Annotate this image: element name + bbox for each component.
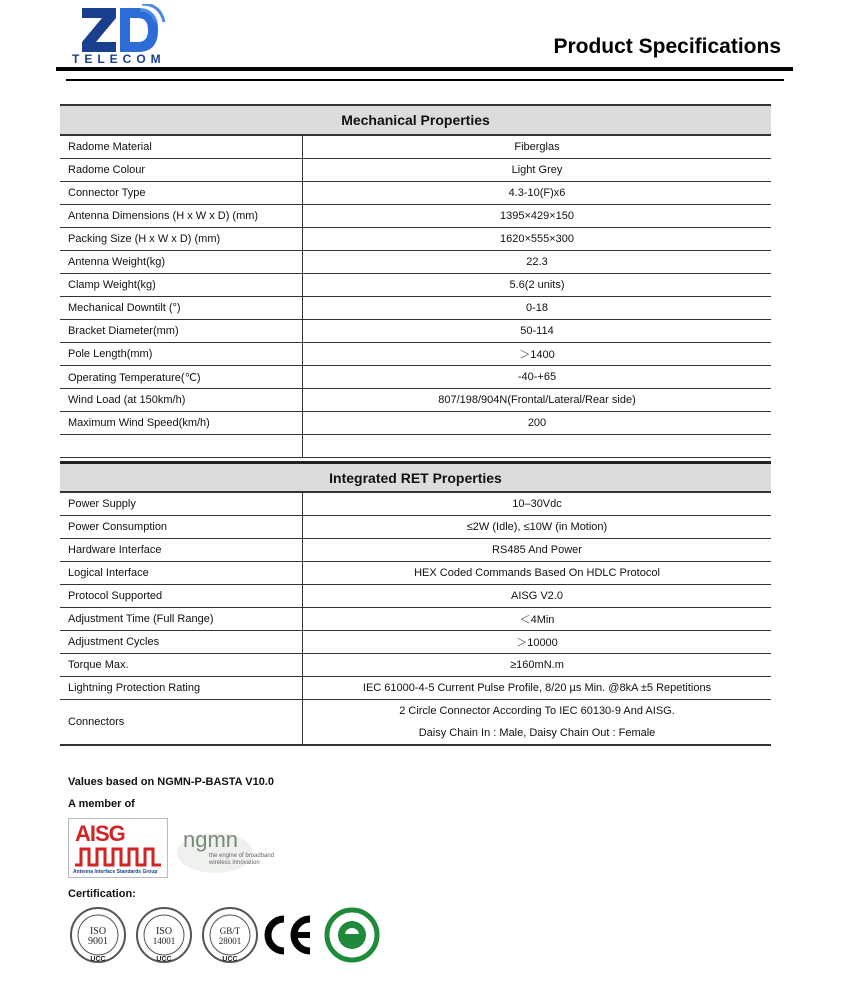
- row-label: Maximum Wind Speed(km/h): [60, 412, 303, 434]
- svg-text:ISO: ISO: [89, 926, 107, 937]
- aisg-logo-subtitle: Antenna Interface Standards Group: [73, 869, 158, 875]
- row-value: [303, 435, 771, 457]
- aisg-logo-text: AISG: [75, 821, 125, 846]
- row-value: AISG V2.0: [511, 590, 563, 602]
- table-row: [60, 412, 771, 435]
- table-row: [60, 700, 771, 746]
- row-label: Protocol Supported: [60, 585, 303, 607]
- row-value: 50-114: [520, 325, 554, 337]
- header-divider-thin: [66, 79, 784, 81]
- row-value: RS485 And Power: [492, 544, 582, 556]
- row-value: 4.3-10(F)x6: [508, 187, 566, 199]
- row-value: 10–30Vdc: [512, 498, 562, 510]
- svg-text:ISO: ISO: [155, 926, 173, 937]
- row-label: Adjustment Time (Full Range): [60, 608, 303, 630]
- row-value: -40-+65: [517, 371, 557, 383]
- row-label: Radome Colour: [60, 159, 303, 181]
- row-label: Wind Load (at 150km/h): [60, 389, 303, 411]
- row-label: Connector Type: [60, 182, 303, 204]
- ret-properties-table: [60, 461, 771, 746]
- table-row: [60, 585, 771, 608]
- ngmn-tagline-1: the engine of broadband: [209, 853, 275, 859]
- row-label: Power Supply: [60, 493, 303, 515]
- rohs-green-seal-icon: [322, 905, 382, 965]
- row-value: 0-18: [525, 302, 549, 314]
- row-value: 807/198/904N(Frontal/Lateral/Rear side): [438, 394, 636, 406]
- iso-9001-seal-icon: [68, 905, 128, 965]
- table-row: [60, 228, 771, 251]
- svg-text:UCC: UCC: [222, 956, 238, 963]
- row-label: Pole Length(mm): [60, 343, 303, 365]
- table-row: [60, 343, 771, 366]
- row-value: 200: [527, 417, 547, 429]
- row-label: Radome Material: [60, 136, 303, 158]
- table-row: [60, 159, 771, 182]
- svg-text:14001: 14001: [152, 936, 176, 946]
- row-value: ≥160mN.m: [510, 659, 564, 671]
- row-label: Logical Interface: [60, 562, 303, 584]
- row-label: Mechanical Downtilt (°): [60, 297, 303, 319]
- row-value: 1395×429×150: [499, 210, 575, 222]
- section-heading: Mechanical Properties: [60, 104, 771, 136]
- table-row: [60, 562, 771, 585]
- row-label: Operating Temperature(℃): [60, 366, 303, 388]
- mechanical-properties-table: [60, 104, 771, 458]
- table-row: [60, 274, 771, 297]
- ce-mark-icon: [258, 905, 318, 965]
- row-value: ＜4Min: [519, 614, 555, 626]
- row-label: Hardware Interface: [60, 539, 303, 561]
- table-row: [60, 320, 771, 343]
- aisg-wave-icon: [75, 847, 163, 867]
- row-value: ＞10000: [516, 637, 558, 649]
- table-row: [60, 389, 771, 412]
- svg-text:UCC: UCC: [90, 956, 106, 963]
- ngmn-logo: [175, 825, 295, 875]
- table-row: [60, 297, 771, 320]
- table-row: [60, 136, 771, 159]
- ngmn-logo-tagline: [209, 853, 274, 867]
- row-value: [303, 700, 771, 744]
- row-value: ＞1400: [519, 349, 555, 361]
- connectors-line-2: Daisy Chain In : Male, Daisy Chain Out : Female: [418, 727, 656, 739]
- table-row: [60, 516, 771, 539]
- svg-text:9001: 9001: [88, 936, 108, 947]
- ngmn-tagline-2: wireless innovation: [209, 860, 260, 866]
- section-heading: Integrated RET Properties: [60, 461, 771, 493]
- row-value: IEC 61000-4-5 Current Pulse Profile, 8/20 µs Min. @8kA ±5 Repetitions: [362, 682, 712, 694]
- table-row: [60, 539, 771, 562]
- row-label: Antenna Weight(kg): [60, 251, 303, 273]
- row-value: 22.3: [526, 256, 548, 268]
- row-label: [60, 435, 303, 457]
- row-label: Antenna Dimensions (H x W x D) (mm): [60, 205, 303, 227]
- table-row: [60, 677, 771, 700]
- svg-text:GB/T: GB/T: [219, 926, 241, 936]
- header-divider-thick: [56, 67, 793, 71]
- table-row: [60, 631, 771, 654]
- table-row: [60, 608, 771, 631]
- svg-text:28001: 28001: [218, 936, 242, 946]
- iso-14001-seal-icon: [134, 905, 194, 965]
- table-row: [60, 251, 771, 274]
- row-value: 1620×555×300: [499, 233, 575, 245]
- ngmn-logo-text: ngmn: [183, 827, 239, 852]
- row-label: Bracket Diameter(mm): [60, 320, 303, 342]
- page-header: [0, 0, 849, 100]
- table-row: [60, 205, 771, 228]
- page-title: Product Specifications: [553, 35, 781, 58]
- values-note: Values based on NGMN-P-BASTA V10.0: [68, 776, 274, 788]
- row-label: Lightning Protection Rating: [60, 677, 303, 699]
- row-value: 5.6(2 units): [509, 279, 565, 291]
- row-label: Torque Max.: [60, 654, 303, 676]
- table-row: [60, 182, 771, 205]
- table-row: [60, 435, 771, 458]
- row-value: ≤2W (Idle), ≤10W (in Motion): [466, 521, 608, 533]
- table-row: [60, 654, 771, 677]
- row-label: Power Consumption: [60, 516, 303, 538]
- row-label: Connectors: [60, 700, 303, 744]
- row-label: Packing Size (H x W x D) (mm): [60, 228, 303, 250]
- row-label: Adjustment Cycles: [60, 631, 303, 653]
- table-row: [60, 493, 771, 516]
- svg-text:UCC: UCC: [156, 956, 172, 963]
- brand-name: TELECOM: [72, 52, 166, 66]
- member-label: A member of: [68, 798, 135, 810]
- certification-logos: [68, 905, 388, 969]
- aisg-logo: [68, 818, 168, 878]
- row-value: Fiberglas: [514, 141, 560, 153]
- table-row: [60, 366, 771, 389]
- certification-label: Certification:: [68, 888, 136, 900]
- row-label: Clamp Weight(kg): [60, 274, 303, 296]
- row-value: Light Grey: [511, 164, 563, 176]
- connectors-line-1: 2 Circle Connector According To IEC 60130-9 And AISG.: [399, 705, 675, 717]
- gbt-28001-seal-icon: [200, 905, 260, 965]
- row-value: HEX Coded Commands Based On HDLC Protocol: [414, 567, 660, 579]
